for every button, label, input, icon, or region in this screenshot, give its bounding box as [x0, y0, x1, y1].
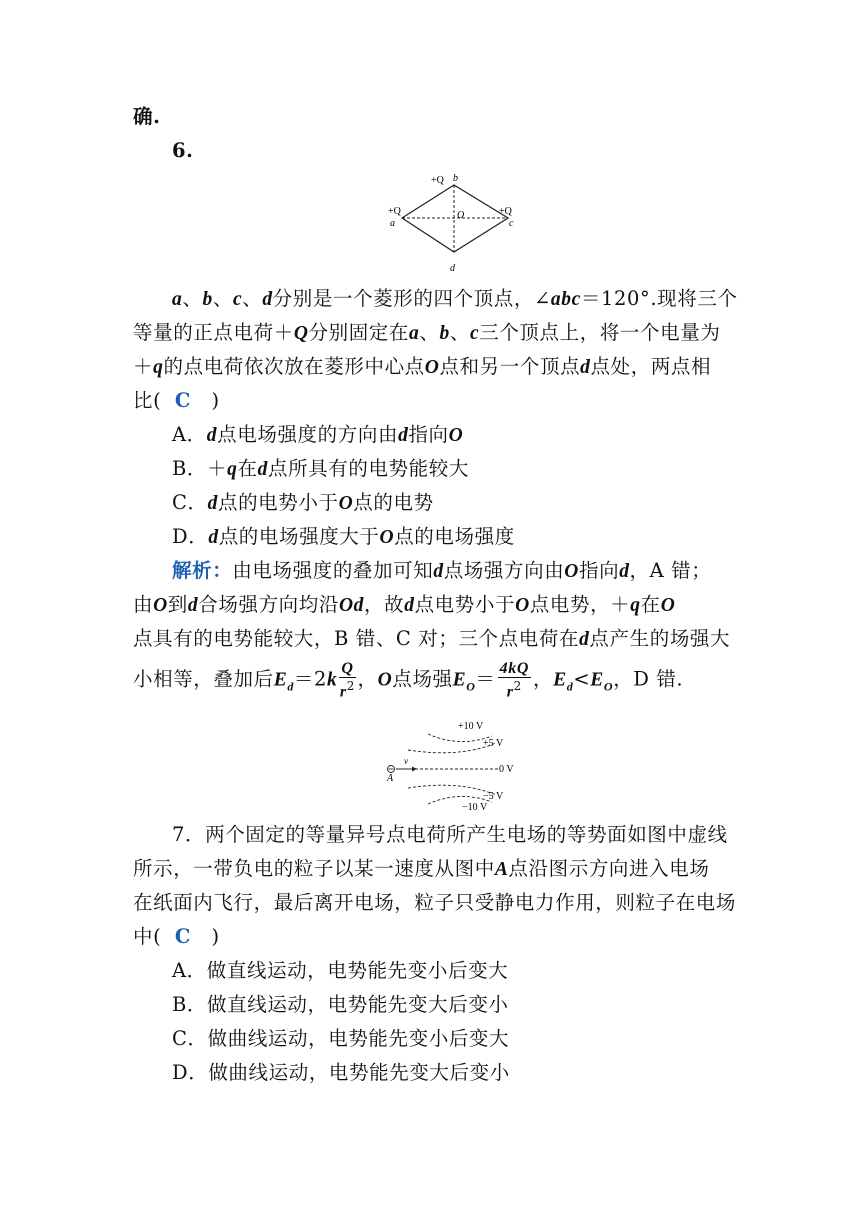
q7-option-d: D．做曲线运动，电势能先变大后变小: [172, 1061, 510, 1084]
fraction-q-over-r2: $\frac{Q}{r^2}$: [339, 660, 355, 701]
q6-option-b: B．＋q在d点所具有的电势能较大: [172, 457, 469, 480]
label-a-point: A: [387, 773, 394, 784]
equipotential-figure: [380, 714, 530, 814]
q6-stem-line-2: 等量的正点电荷＋Q分别固定在a、b、c三个顶点上，将一个电量为: [133, 321, 721, 344]
q6-option-c: C．d点的电势小于O点的电势: [172, 491, 434, 514]
label-plus10v: +10 V: [458, 721, 484, 732]
label-a: a: [390, 218, 395, 229]
q6-option-d: D．d点的电场强度大于O点的电场强度: [172, 525, 515, 548]
q7-answer: C: [174, 925, 192, 948]
q6-analysis-line-3: 点具有的电势能较大，B 错、C 对；三个点电荷在d点产生的场强大: [133, 627, 731, 650]
label-v: v: [404, 756, 408, 766]
label-plus-q-a: +Q: [388, 206, 401, 217]
q7-option-b: B．做直线运动，电势能先变大后变小: [172, 993, 509, 1016]
q7-stem-line-4: 中( C ): [133, 925, 220, 948]
label-plus-q-b: +Q: [431, 175, 444, 186]
prev-answer-tail: 确.: [133, 105, 161, 128]
label-plus-q-c: +Q: [499, 206, 512, 217]
q7-option-a: A．做直线运动，电势能先变小后变大: [172, 959, 509, 982]
label-c: c: [509, 218, 514, 229]
label-b: b: [453, 173, 458, 184]
label-0v: 0 V: [499, 764, 514, 775]
q6-analysis-line-2: 由O到d合场强方向均沿Od，故d点电势小于O点电势，＋q在O: [133, 593, 676, 616]
rhombus-figure: [380, 168, 530, 278]
q7-stem-line-3: 在纸面内飞行，最后离开电场，粒子只受静电力作用，则粒子在电场: [133, 891, 737, 914]
q6-analysis-line-1: 解析：由电场强度的叠加可知d点场强方向由O指向d，A 错；: [172, 559, 712, 582]
q7-stem-line-2: 所示，一带负电的粒子以某一速度从图中A点沿图示方向进入电场: [133, 857, 710, 880]
label-minus10v: −10 V: [462, 802, 488, 813]
analysis-label: 解析：: [172, 559, 233, 582]
q6-analysis-line-4: 小相等，叠加后$E_d=2k$ $\frac{Q}{r^2}$ ，O点场强$E_O=$ $\frac{4kQ}{r^2}$ ，$E_d<E_O$，D 错.: [133, 660, 684, 701]
q6-stem-line-4: 比( C ): [133, 389, 220, 412]
q7-stem-line-1: 7．两个固定的等量异号点电荷所产生电场的等势面如图中虚线: [172, 823, 728, 846]
q6-stem-line-3: ＋q的点电荷依次放在菱形中心点O点和另一个顶点d点处，两点相: [133, 355, 712, 378]
q7-option-c: C．做曲线运动，电势能先变小后变大: [172, 1027, 510, 1050]
q6-number: 6.: [172, 139, 194, 162]
q6-stem-line-1: a、b、c、d分别是一个菱形的四个顶点，∠abc＝120°.现将三个: [172, 287, 738, 310]
velocity-arrow-head: [412, 767, 417, 772]
label-plus5v: +5 V: [483, 738, 504, 749]
fraction-4kq-over-r2: $\frac{4kQ}{r^2}$: [499, 660, 530, 701]
label-d: d: [450, 263, 455, 274]
q6-answer: C: [174, 389, 192, 412]
label-minus5v: −5 V: [483, 791, 504, 802]
label-center-o: O: [457, 210, 465, 221]
q6-option-a: A．d点电场强度的方向由d指向O: [172, 423, 464, 446]
